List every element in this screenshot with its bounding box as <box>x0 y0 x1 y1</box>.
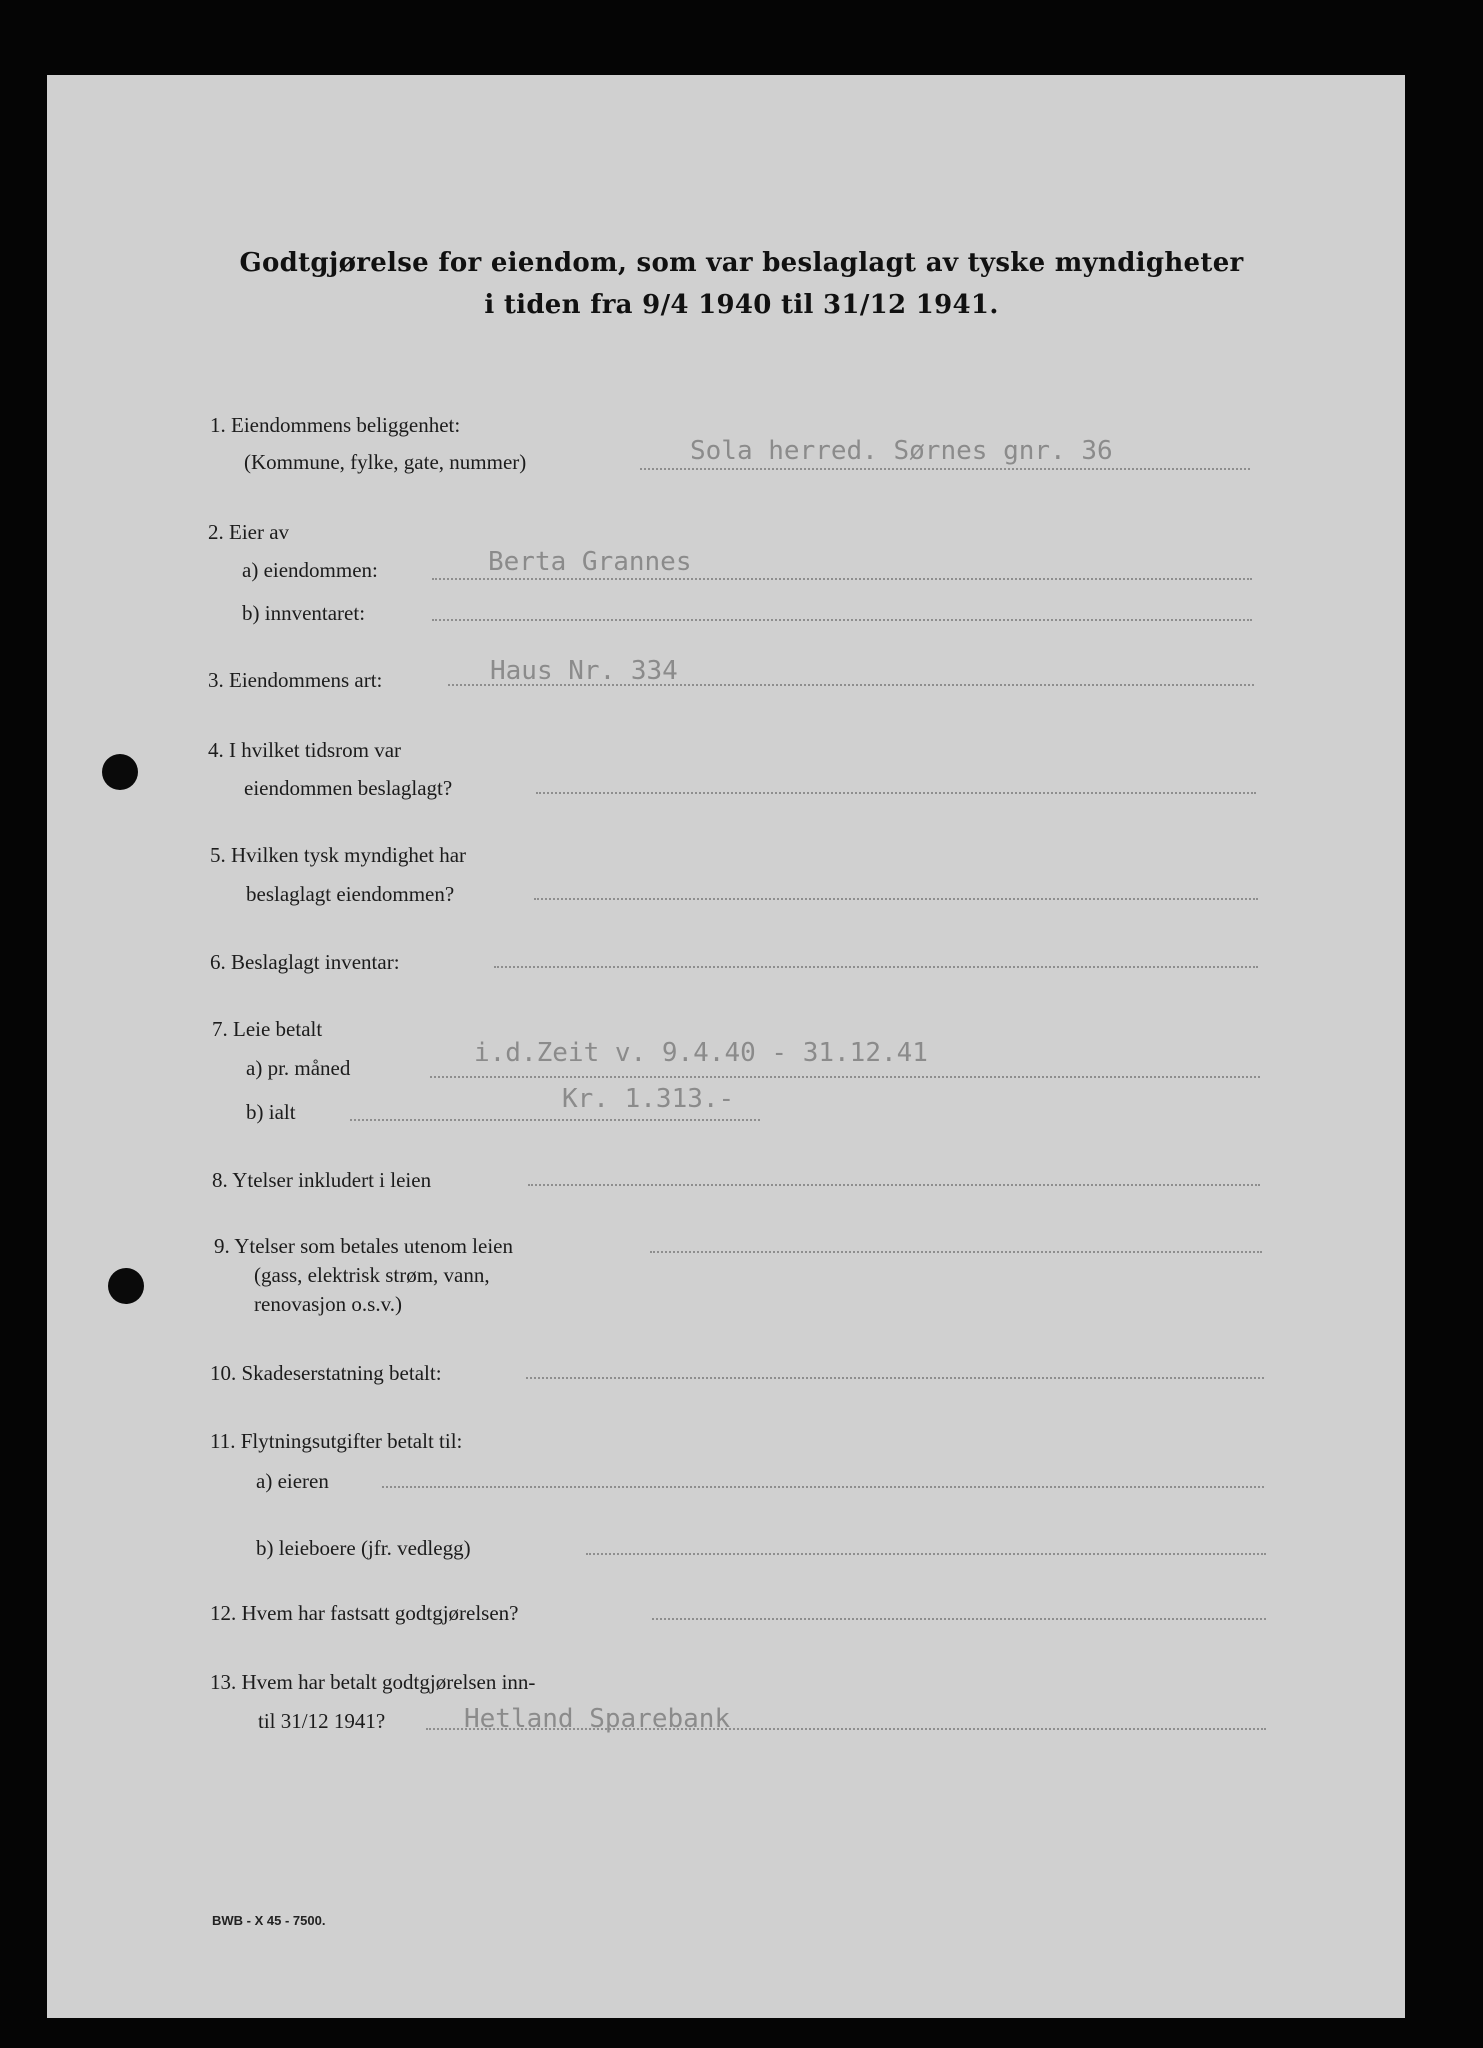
q10-answer-line <box>526 1377 1264 1379</box>
q1-label: 1. Eiendommens beliggenhet: <box>210 413 461 437</box>
form-title-line1: Godtgjørelse for eiendom, som var beslaglagt av tyske myndigheter <box>239 248 1244 278</box>
q2a-answer: Berta Grannes <box>488 547 692 577</box>
q7b-answer: Kr. 1.313.- <box>562 1084 735 1114</box>
q3-label: 3. Eiendommens art: <box>208 668 383 692</box>
q2b-label: b) innventaret: <box>242 601 366 625</box>
print-code: BWB - X 45 - 7500. <box>212 1913 326 1928</box>
q11a-answer-line <box>382 1486 1264 1488</box>
q3-answer: Haus Nr. 334 <box>490 656 678 686</box>
q12-answer-line <box>652 1618 1266 1620</box>
q7a-label: a) pr. måned <box>246 1056 351 1080</box>
q13-sublabel: til 31/12 1941? <box>258 1709 386 1733</box>
q1-answer-line <box>640 468 1250 470</box>
q5-sublabel: beslaglagt eiendommen? <box>246 882 455 906</box>
q2a-label: a) eiendommen: <box>242 558 378 582</box>
q11a-label: a) eieren <box>256 1469 329 1493</box>
q10-label: 10. Skadeserstatning betalt: <box>210 1361 442 1385</box>
q7a-answer: i.d.Zeit v. 9.4.40 - 31.12.41 <box>474 1038 928 1068</box>
q11b-answer-line <box>586 1553 1266 1555</box>
q5-label: 5. Hvilken tysk myndighet har <box>210 843 467 867</box>
q7-label: 7. Leie betalt <box>212 1017 323 1041</box>
q4-sublabel: eiendommen beslaglagt? <box>244 776 453 800</box>
form-title-line2: i tiden fra 9/4 1940 til 31/12 1941. <box>484 290 999 320</box>
q11-label: 11. Flytningsutgifter betalt til: <box>210 1429 463 1453</box>
q2a-answer-line <box>432 578 1252 580</box>
q4-answer-line <box>536 792 1256 794</box>
q4-label: 4. I hvilket tidsrom var <box>208 738 402 762</box>
q1-sublabel: (Kommune, fylke, gate, nummer) <box>244 450 527 474</box>
q8-answer-line <box>528 1184 1260 1186</box>
q9-label: 9. Ytelser som betales utenom leien <box>214 1234 513 1258</box>
q7b-answer-line <box>350 1119 760 1121</box>
q13-answer: Hetland Sparebank <box>464 1704 731 1734</box>
q7b-label: b) ialt <box>246 1100 296 1124</box>
q5-answer-line <box>534 898 1258 900</box>
q6-answer-line <box>494 966 1258 968</box>
q2b-answer-line <box>432 619 1252 621</box>
q11b-label: b) leieboere (jfr. vedlegg) <box>256 1536 471 1560</box>
q7a-answer-line <box>430 1076 1260 1078</box>
q9-sublabel-2: renovasjon o.s.v.) <box>254 1292 402 1316</box>
q2-label: 2. Eier av <box>208 520 290 544</box>
q9-sublabel-1: (gass, elektrisk strøm, vann, <box>254 1263 490 1287</box>
q1-answer: Sola herred. Sørnes gnr. 36 <box>690 436 1113 466</box>
q13-label: 13. Hvem har betalt godtgjørelsen inn- <box>210 1670 536 1694</box>
punch-hole-bottom <box>108 1268 144 1304</box>
q9-answer-line <box>650 1251 1262 1253</box>
q6-label: 6. Beslaglagt inventar: <box>210 950 400 974</box>
punch-hole-top <box>102 754 138 790</box>
q12-label: 12. Hvem har fastsatt godtgjørelsen? <box>210 1601 519 1625</box>
q8-label: 8. Ytelser inkludert i leien <box>212 1168 432 1192</box>
